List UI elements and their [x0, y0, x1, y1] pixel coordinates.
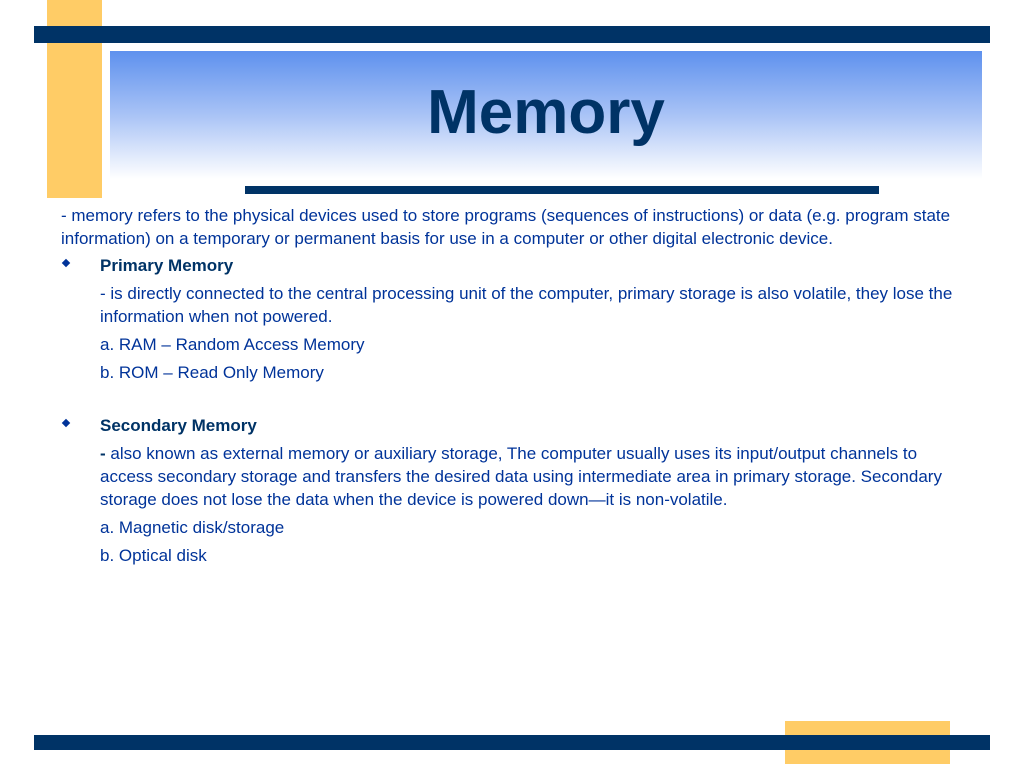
description-dash: -: [100, 444, 111, 463]
diamond-bullet-icon: [62, 419, 70, 427]
section-heading: Secondary Memory: [100, 416, 257, 435]
slide-body: [61, 204, 961, 567]
section-description: [100, 442, 961, 511]
section-secondary-memory: [61, 414, 961, 567]
description-text: - is directly connected to the central processing unit of the computer, primary storage is also volatile, they lose the information when not powered.: [100, 284, 953, 326]
description-text: also known as external memory or auxiliary storage, The computer usually uses its input/output channels to access secondary storage and transfers the desired data using intermediate area in primary storage. Secondary storage does not lose the data when the device is powered down—it is non-volatile.: [100, 444, 942, 509]
section-heading: Primary Memory: [100, 256, 234, 275]
section-primary-memory: [61, 254, 961, 384]
list-item: b. ROM – Read Only Memory: [100, 363, 324, 382]
intro-paragraph: - memory refers to the physical devices used to store programs (sequences of instructions) or data (e.g. program state information) on a temporary or permanent basis for use in a computer or other digital electronic device.: [61, 206, 951, 248]
list-item: a. Magnetic disk/storage: [100, 518, 285, 537]
diamond-bullet-icon: [62, 259, 70, 267]
title-underline: [245, 186, 879, 194]
list-item: a. RAM – Random Access Memory: [100, 335, 365, 354]
section-description: [100, 282, 961, 328]
decorative-navy-bar-bottom: [34, 735, 990, 750]
list-item: b. Optical disk: [100, 546, 207, 565]
slide-title: Memory: [427, 78, 665, 147]
decorative-navy-bar-top: [34, 26, 990, 43]
